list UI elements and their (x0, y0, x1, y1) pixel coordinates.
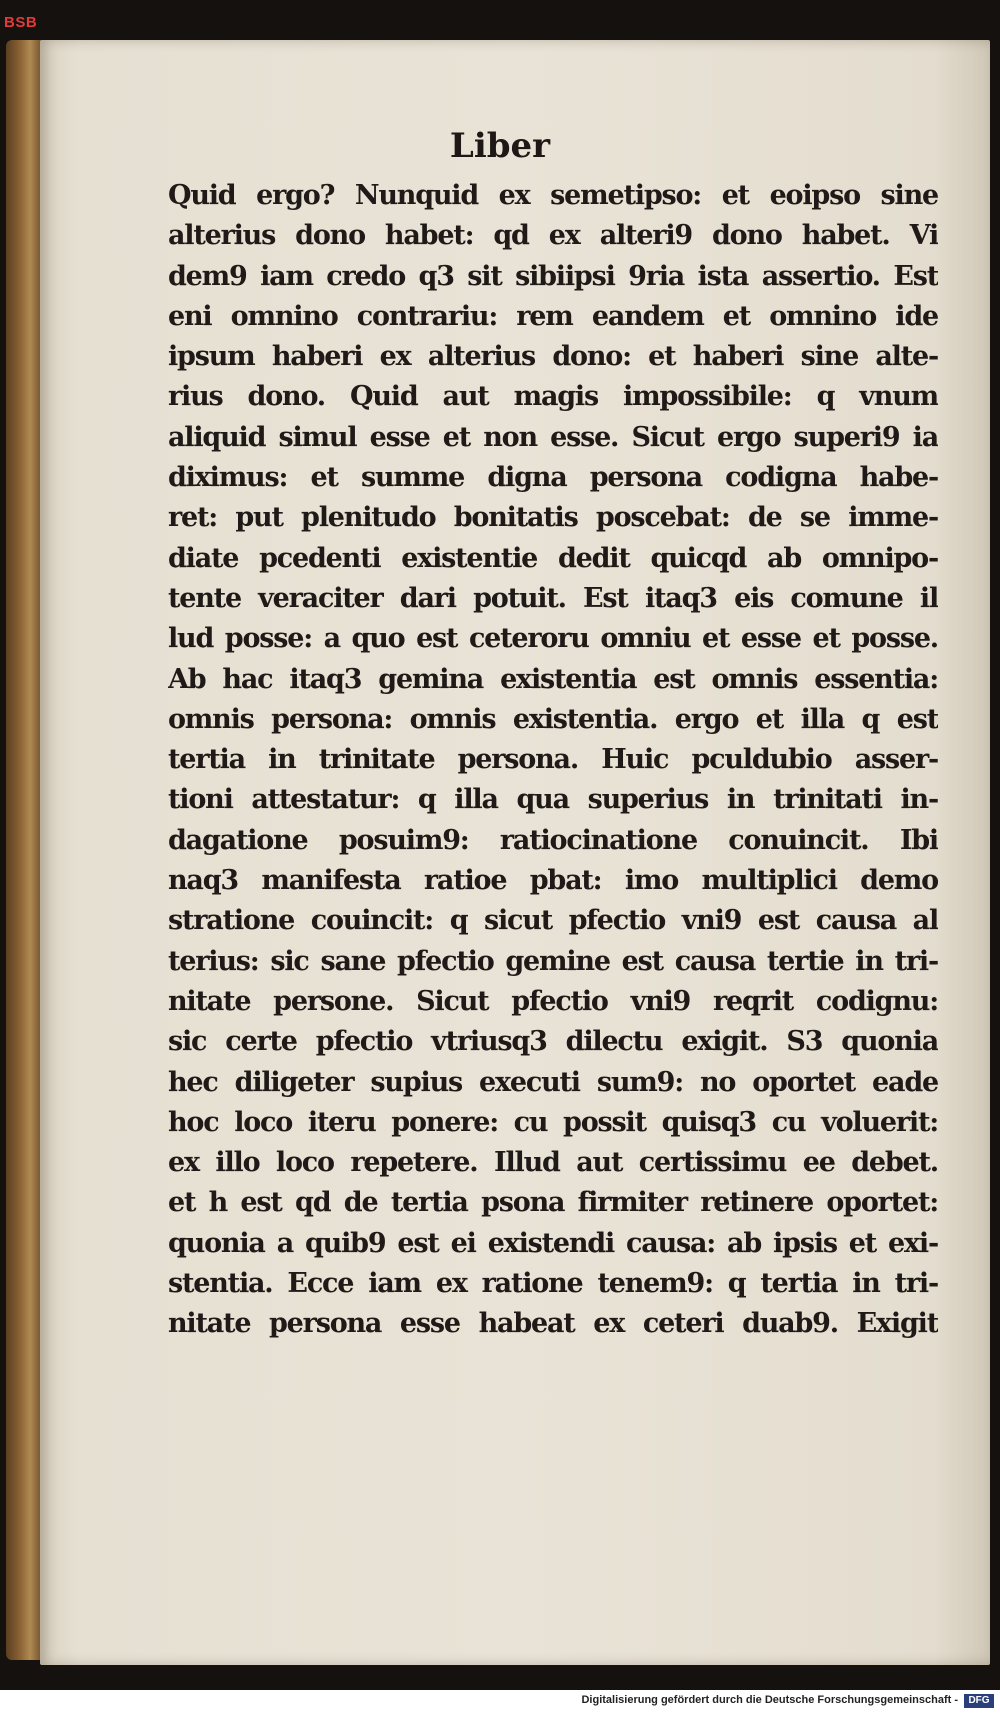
text-line: diate pcedenti existentie dedit quicqd ab omnipo- (168, 542, 938, 574)
text-line: tertia in trinitate persona. Huic pculdubio asser- (168, 744, 938, 776)
text-line: hec diligeter supius executi sum9: no oportet eade (168, 1066, 938, 1098)
text-line: aliquid simul esse et non esse. Sicut ergo superi9 ia (168, 421, 938, 453)
text-line: naq3 manifesta ratioe pbat: imo multiplici demo (168, 865, 938, 897)
text-line: ret: put plenitudo bonitatis poscebat: de se imme- (168, 502, 938, 534)
text-line: ipsum haberi ex alterius dono: et haberi sine alte- (168, 341, 938, 373)
text-line: rius dono. Quid aut magis impossibile: q vnum (168, 381, 938, 413)
text-line: quonia a quib9 est ei existendi causa: ab ipsis et exi- (168, 1227, 938, 1259)
text-line: Quid ergo? Nunquid ex semetipso: et eoipso sine (168, 180, 938, 211)
text-line: nitate persona esse habeat ex ceteri duab9. Exigit (168, 1308, 938, 1340)
text-line: tioni attestatur: q illa qua superius in trinitati in- (168, 784, 938, 816)
running-head: Liber (449, 126, 551, 166)
text-line: dagatione posuim9: ratiocinatione conuincit. Ibi (168, 824, 938, 856)
text-line: terius: sic sane pfectio gemine est causa tertie in tri- (168, 945, 938, 977)
footer-credit: Digitalisierung gefördert durch die Deutsche Forschungsgemeinschaft - (581, 1694, 958, 1706)
text-line: hoc loco iteru ponere: cu possit quisq3 cu voluerit: (168, 1106, 938, 1138)
text-line: dem9 iam credo q3 sit sibiipsi 9ria ista assertio. Est (168, 260, 938, 292)
text-line: alterius dono habet: qd ex alteri9 dono habet. Vi (168, 220, 938, 252)
text-line: nitate persone. Sicut pfectio vni9 reqrit codignu: (168, 985, 938, 1017)
bsb-logo: BSB (4, 14, 38, 31)
text-line: lud posse: a quo est ceteroru omniu et esse et posse. (168, 623, 938, 655)
dfg-logo: DFG (964, 1694, 994, 1708)
text-line: omnis persona: omnis existentia. ergo et illa q est (168, 703, 938, 735)
text-line: et h est qd de tertia psona firmiter retinere oportet: (168, 1187, 938, 1219)
text-line: sic certe pfectio vtriusq3 dilectu exigit. S3 quonia (168, 1026, 938, 1058)
text-line: tente veraciter dari potuit. Est itaq3 eis comune il (168, 582, 938, 614)
text-line: stentia. Ecce iam ex ratione tenem9: q tertia in tri- (168, 1268, 938, 1300)
text-line: Ab hac itaq3 gemina existentia est omnis essentia: (168, 663, 938, 695)
text-line: ex illo loco repetere. Illud aut certissimu ee debet. (168, 1147, 938, 1179)
text-line: eni omnino contrariu: rem eandem et omnino ide (168, 300, 938, 332)
text-line: stratione couincit: q sicut pfectio vni9 est causa al (168, 905, 938, 937)
text-line: diximus: et summe digna persona codigna habe- (168, 462, 938, 494)
text-block (168, 176, 938, 1345)
